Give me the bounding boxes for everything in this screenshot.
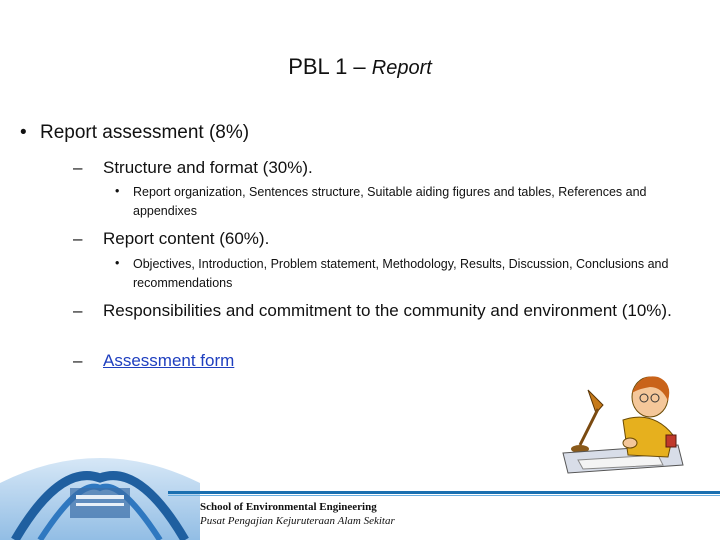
item-structure-text: Structure and format (30%). xyxy=(103,158,313,177)
assessment-form-link[interactable]: Assessment form xyxy=(103,351,235,370)
footer-school-ms: Pusat Pengajian Kejuruteraan Alam Sekitar xyxy=(200,515,395,527)
detail-structure-text: Report organization, Sentences structure, Suitable aiding figures and tables, References and appendixes xyxy=(133,185,647,218)
dash-icon: – xyxy=(73,229,83,248)
footer-line-thin xyxy=(168,495,720,496)
item-assessment xyxy=(73,351,235,371)
footer-school-en: School of Environmental Engineering xyxy=(200,501,377,513)
bullet-dot-icon: • xyxy=(20,122,27,143)
footer-line xyxy=(168,491,720,494)
dash-icon: – xyxy=(73,301,83,320)
detail-content xyxy=(115,255,693,293)
item-content xyxy=(73,229,270,249)
detail-content-text: Objectives, Introduction, Problem statement, Methodology, Results, Discussion, Conclusions and recommendations xyxy=(133,257,669,290)
level1-text: Report assessment (8%) xyxy=(40,122,250,143)
bullet-level1 xyxy=(20,122,250,144)
dash-icon: – xyxy=(73,158,83,177)
title-main: PBL 1 – xyxy=(288,54,366,79)
item-content-text: Report content (60%). xyxy=(103,229,270,248)
item-responsibilities-text: Responsibilities and commitment to the community and environment (10%). xyxy=(103,301,672,320)
slide-title xyxy=(0,54,720,80)
footer xyxy=(200,500,395,528)
title-sub: Report xyxy=(371,57,432,79)
item-structure xyxy=(73,158,313,178)
dash-icon: – xyxy=(73,351,83,370)
item-responsibilities xyxy=(73,299,678,322)
bullet-dot-icon: • xyxy=(115,256,120,270)
bullet-dot-icon: • xyxy=(115,184,120,198)
person-at-desk-clipart-icon xyxy=(558,365,688,485)
detail-structure xyxy=(115,183,693,221)
